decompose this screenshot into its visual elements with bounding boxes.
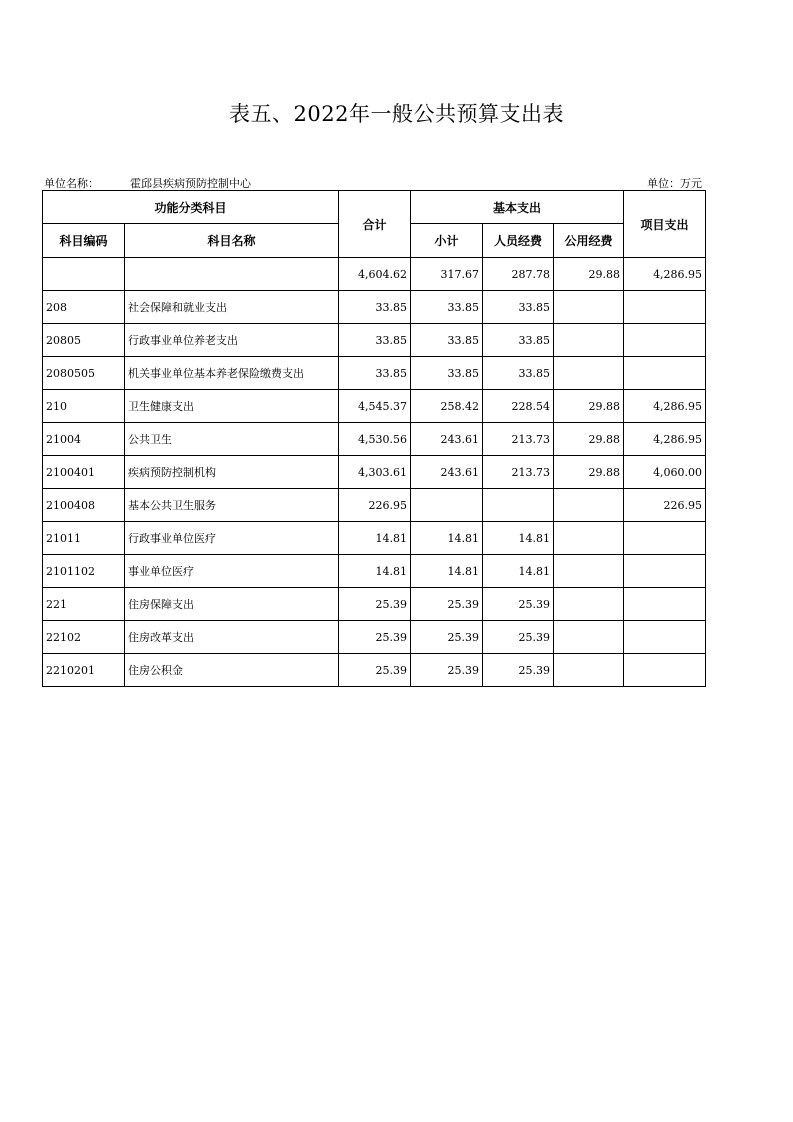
row-total: 4,604.62 (339, 258, 411, 291)
row-project: 4,286.95 (624, 390, 706, 423)
row-subtotal: 33.85 (411, 324, 483, 357)
row-name: 住房保障支出 (125, 588, 339, 621)
header-func-class: 功能分类科目 (43, 191, 339, 224)
row-name: 事业单位医疗 (125, 555, 339, 588)
budget-table (42, 190, 706, 687)
header-code: 科目编码 (43, 224, 125, 258)
row-total: 4,545.37 (339, 390, 411, 423)
row-code (43, 258, 125, 291)
header-name: 科目名称 (125, 224, 339, 258)
row-name: 公共卫生 (125, 423, 339, 456)
table-row (43, 522, 706, 555)
row-personnel: 25.39 (483, 621, 554, 654)
row-public: 29.88 (554, 423, 624, 456)
row-code: 210 (43, 390, 125, 423)
row-code: 2210201 (43, 654, 125, 687)
table-row (43, 390, 706, 423)
row-total: 25.39 (339, 621, 411, 654)
row-total: 33.85 (339, 324, 411, 357)
row-code: 2080505 (43, 357, 125, 390)
row-subtotal: 243.61 (411, 423, 483, 456)
header-project: 项目支出 (624, 191, 706, 258)
row-subtotal: 25.39 (411, 654, 483, 687)
row-project (624, 291, 706, 324)
row-personnel (483, 489, 554, 522)
table-row (43, 621, 706, 654)
row-name: 基本公共卫生服务 (125, 489, 339, 522)
row-personnel: 25.39 (483, 654, 554, 687)
table-row (43, 357, 706, 390)
row-code: 21004 (43, 423, 125, 456)
row-total: 4,530.56 (339, 423, 411, 456)
table-row (43, 555, 706, 588)
table-row (43, 588, 706, 621)
row-public: 29.88 (554, 456, 624, 489)
header-public: 公用经费 (554, 224, 624, 258)
row-personnel: 14.81 (483, 555, 554, 588)
row-project: 226.95 (624, 489, 706, 522)
row-project (624, 654, 706, 687)
row-project (624, 522, 706, 555)
row-total: 33.85 (339, 291, 411, 324)
row-project: 4,060.00 (624, 456, 706, 489)
row-personnel: 14.81 (483, 522, 554, 555)
row-personnel: 33.85 (483, 324, 554, 357)
row-public: 29.88 (554, 258, 624, 291)
row-subtotal: 243.61 (411, 456, 483, 489)
row-public (554, 291, 624, 324)
row-total: 25.39 (339, 654, 411, 687)
header-total: 合计 (339, 191, 411, 258)
row-subtotal: 25.39 (411, 588, 483, 621)
unit-label: 单位名称： (44, 177, 99, 190)
row-subtotal: 317.67 (411, 258, 483, 291)
row-project (624, 357, 706, 390)
table-row (43, 291, 706, 324)
row-subtotal: 14.81 (411, 522, 483, 555)
row-total: 14.81 (339, 555, 411, 588)
table-row (43, 489, 706, 522)
amount-unit: 单位：万元 (647, 177, 702, 190)
row-total: 25.39 (339, 588, 411, 621)
row-personnel: 33.85 (483, 357, 554, 390)
row-public (554, 588, 624, 621)
row-total: 4,303.61 (339, 456, 411, 489)
table-body (43, 258, 706, 687)
row-code: 22102 (43, 621, 125, 654)
row-public: 29.88 (554, 390, 624, 423)
row-personnel: 213.73 (483, 456, 554, 489)
row-public (554, 654, 624, 687)
row-subtotal (411, 489, 483, 522)
row-total: 33.85 (339, 357, 411, 390)
row-public (554, 324, 624, 357)
header-basic: 基本支出 (411, 191, 624, 224)
row-name: 行政事业单位医疗 (125, 522, 339, 555)
row-total: 226.95 (339, 489, 411, 522)
unit-info (44, 175, 251, 191)
row-name (125, 258, 339, 291)
unit-name: 霍邱县疾病预防控制中心 (130, 177, 251, 190)
table-row (43, 423, 706, 456)
row-code: 21011 (43, 522, 125, 555)
row-subtotal: 33.85 (411, 357, 483, 390)
table-row (43, 654, 706, 687)
row-personnel: 25.39 (483, 588, 554, 621)
row-personnel: 287.78 (483, 258, 554, 291)
row-personnel: 33.85 (483, 291, 554, 324)
row-name: 机关事业单位基本养老保险缴费支出 (125, 357, 339, 390)
row-personnel: 213.73 (483, 423, 554, 456)
row-name: 疾病预防控制机构 (125, 456, 339, 489)
row-project: 4,286.95 (624, 258, 706, 291)
row-name: 社会保障和就业支出 (125, 291, 339, 324)
row-project (624, 588, 706, 621)
row-name: 卫生健康支出 (125, 390, 339, 423)
header-personnel: 人员经费 (483, 224, 554, 258)
row-public (554, 357, 624, 390)
header-subtotal: 小计 (411, 224, 483, 258)
table-row (43, 324, 706, 357)
page-title: 表五、2022年一般公共预算支出表 (229, 102, 564, 126)
table-row (43, 258, 706, 291)
row-code: 221 (43, 588, 125, 621)
row-name: 行政事业单位养老支出 (125, 324, 339, 357)
row-public (554, 621, 624, 654)
row-name: 住房公积金 (125, 654, 339, 687)
row-public (554, 489, 624, 522)
row-project (624, 324, 706, 357)
row-public (554, 522, 624, 555)
table-row (43, 456, 706, 489)
row-project: 4,286.95 (624, 423, 706, 456)
row-code: 20805 (43, 324, 125, 357)
row-total: 14.81 (339, 522, 411, 555)
row-subtotal: 25.39 (411, 621, 483, 654)
row-public (554, 555, 624, 588)
row-subtotal: 258.42 (411, 390, 483, 423)
row-personnel: 228.54 (483, 390, 554, 423)
row-code: 2100408 (43, 489, 125, 522)
row-code: 2100401 (43, 456, 125, 489)
row-code: 208 (43, 291, 125, 324)
row-project (624, 621, 706, 654)
row-name: 住房改革支出 (125, 621, 339, 654)
row-subtotal: 33.85 (411, 291, 483, 324)
row-code: 2101102 (43, 555, 125, 588)
row-project (624, 555, 706, 588)
row-subtotal: 14.81 (411, 555, 483, 588)
